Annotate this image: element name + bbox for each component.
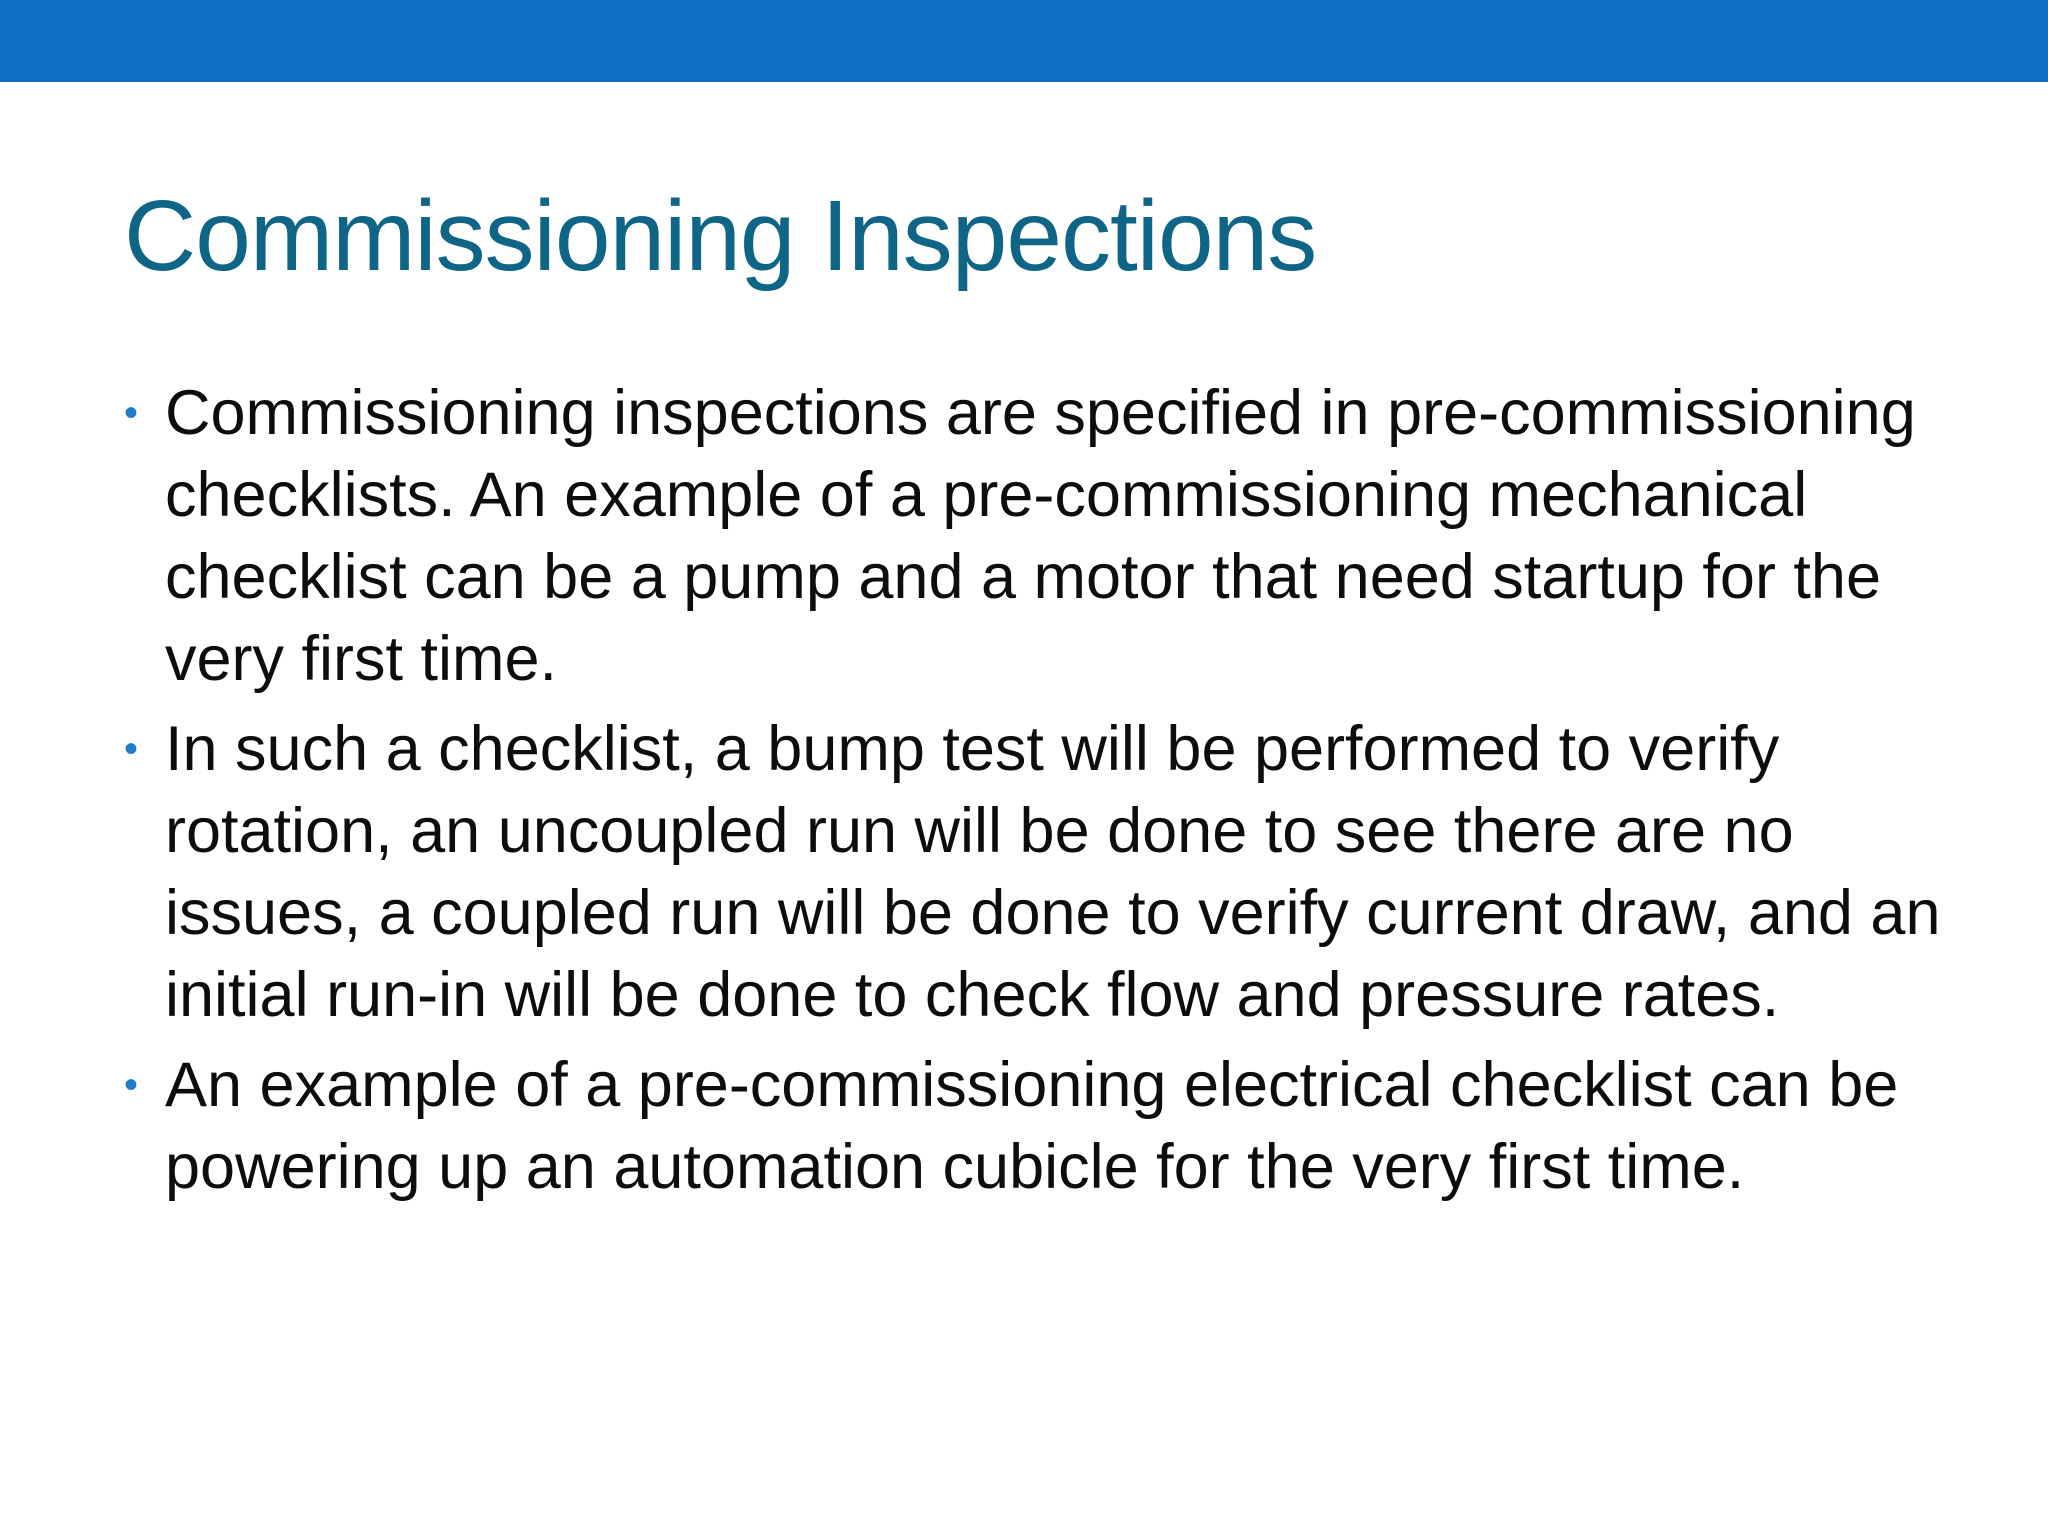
bullet-dot-icon: • xyxy=(124,727,139,771)
bullet-dot-icon: • xyxy=(124,1063,139,1107)
bullet-list xyxy=(124,372,1944,1216)
bullet-text: Commissioning inspections are specified in pre-commissioning checklists. An example of a pre-commissioning mechanical checklist can be a pump and a motor that need startup for the very first time. xyxy=(165,378,1916,694)
bullet-text: In such a checklist, a bump test will be performed to verify rotation, an uncoupled run will be done to see there are no issues, a coupled run will be done to verify current draw, and an initial run-in will be done to check flow and pressure rates. xyxy=(165,714,1941,1030)
bullet-item xyxy=(124,708,1944,1036)
bullet-dot-icon: • xyxy=(124,391,139,435)
bullet-item xyxy=(124,1044,1944,1208)
bullet-item xyxy=(124,372,1944,700)
slide-title: Commissioning Inspections xyxy=(124,180,1317,292)
header-bar xyxy=(0,0,2048,82)
bullet-text: An example of a pre-commissioning electrical checklist can be powering up an automation cubicle for the very first time. xyxy=(165,1050,1899,1202)
